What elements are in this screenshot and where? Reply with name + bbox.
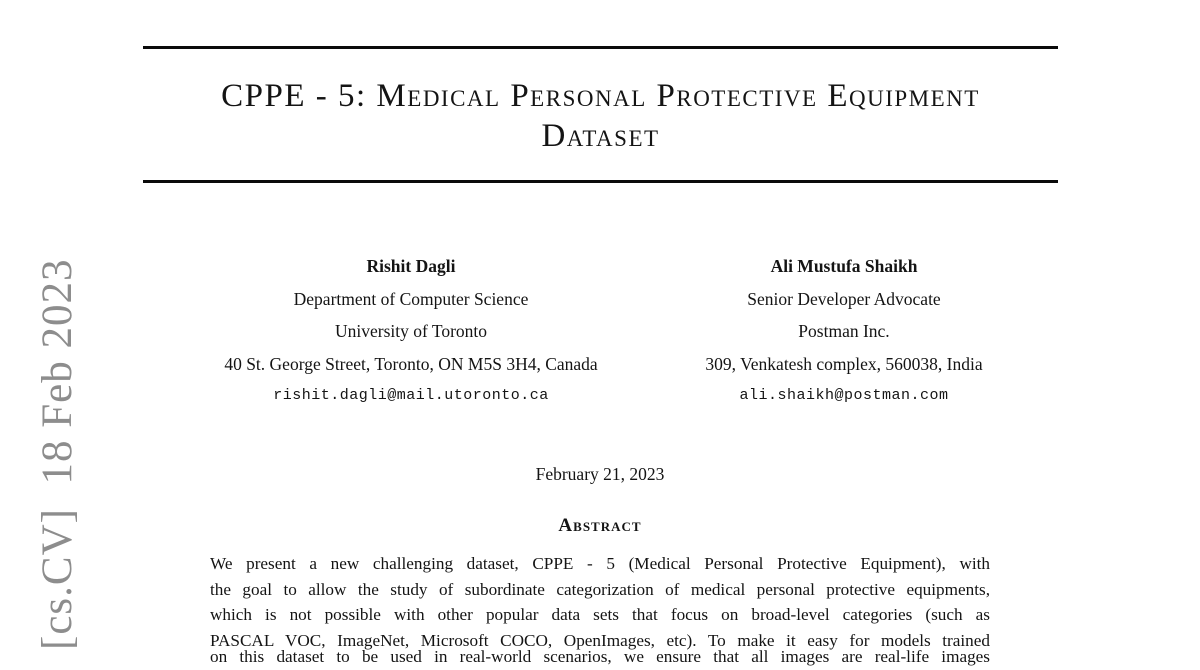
abstract-line: We present a new challenging dataset, CPPE - 5 (Medical Personal Protective Equipment), with (210, 554, 990, 573)
abstract-line: PASCAL VOC, ImageNet, Microsoft COCO, OpenImages, etc). To make it easy for models trained (210, 630, 990, 650)
author-affiliation: Department of Computer Science (293, 288, 529, 309)
title-rule-bottom (143, 180, 1058, 183)
abstract-line: which is not possible with other popular data sets that focus on broad-level categories (such as (210, 605, 990, 624)
abstract-line-clipped: on this dataset to be used in real-world scenarios, we ensure that all images are real-life images (210, 647, 990, 666)
author-address: 309, Venkatesh complex, 560038, India (705, 353, 983, 374)
author-affiliation: Senior Developer Advocate (747, 288, 941, 309)
abstract-line: the goal to allow the study of subordinate categorization of medical personal protective equipments, (210, 579, 990, 599)
arxiv-watermark: [cs.CV] 18 Feb 2023 (34, 258, 81, 650)
author-email: ali.shaikh@postman.com (739, 387, 949, 404)
paper-title-line1: CPPE - 5: Medical Personal Protective Equipment (221, 78, 980, 114)
publication-date: February 21, 2023 (535, 464, 665, 484)
author-address: 40 St. George Street, Toronto, ON M5S 3H4, Canada (224, 353, 598, 374)
title-rule-top (143, 46, 1058, 49)
author-affiliation: University of Toronto (334, 321, 488, 341)
author-name: Ali Mustufa Shaikh (770, 256, 918, 276)
paper-title (143, 76, 1058, 156)
author-email: rishit.dagli@mail.utoronto.ca (273, 387, 549, 404)
paper-title-line2: Dataset (541, 118, 660, 154)
author-block-rishit-dagli (224, 250, 597, 413)
abstract-heading: Abstract (558, 515, 642, 536)
author-name: Rishit Dagli (366, 256, 456, 276)
author-block-ali-mustufa-shaikh (705, 250, 982, 413)
author-affiliation: Postman Inc. (798, 321, 890, 341)
